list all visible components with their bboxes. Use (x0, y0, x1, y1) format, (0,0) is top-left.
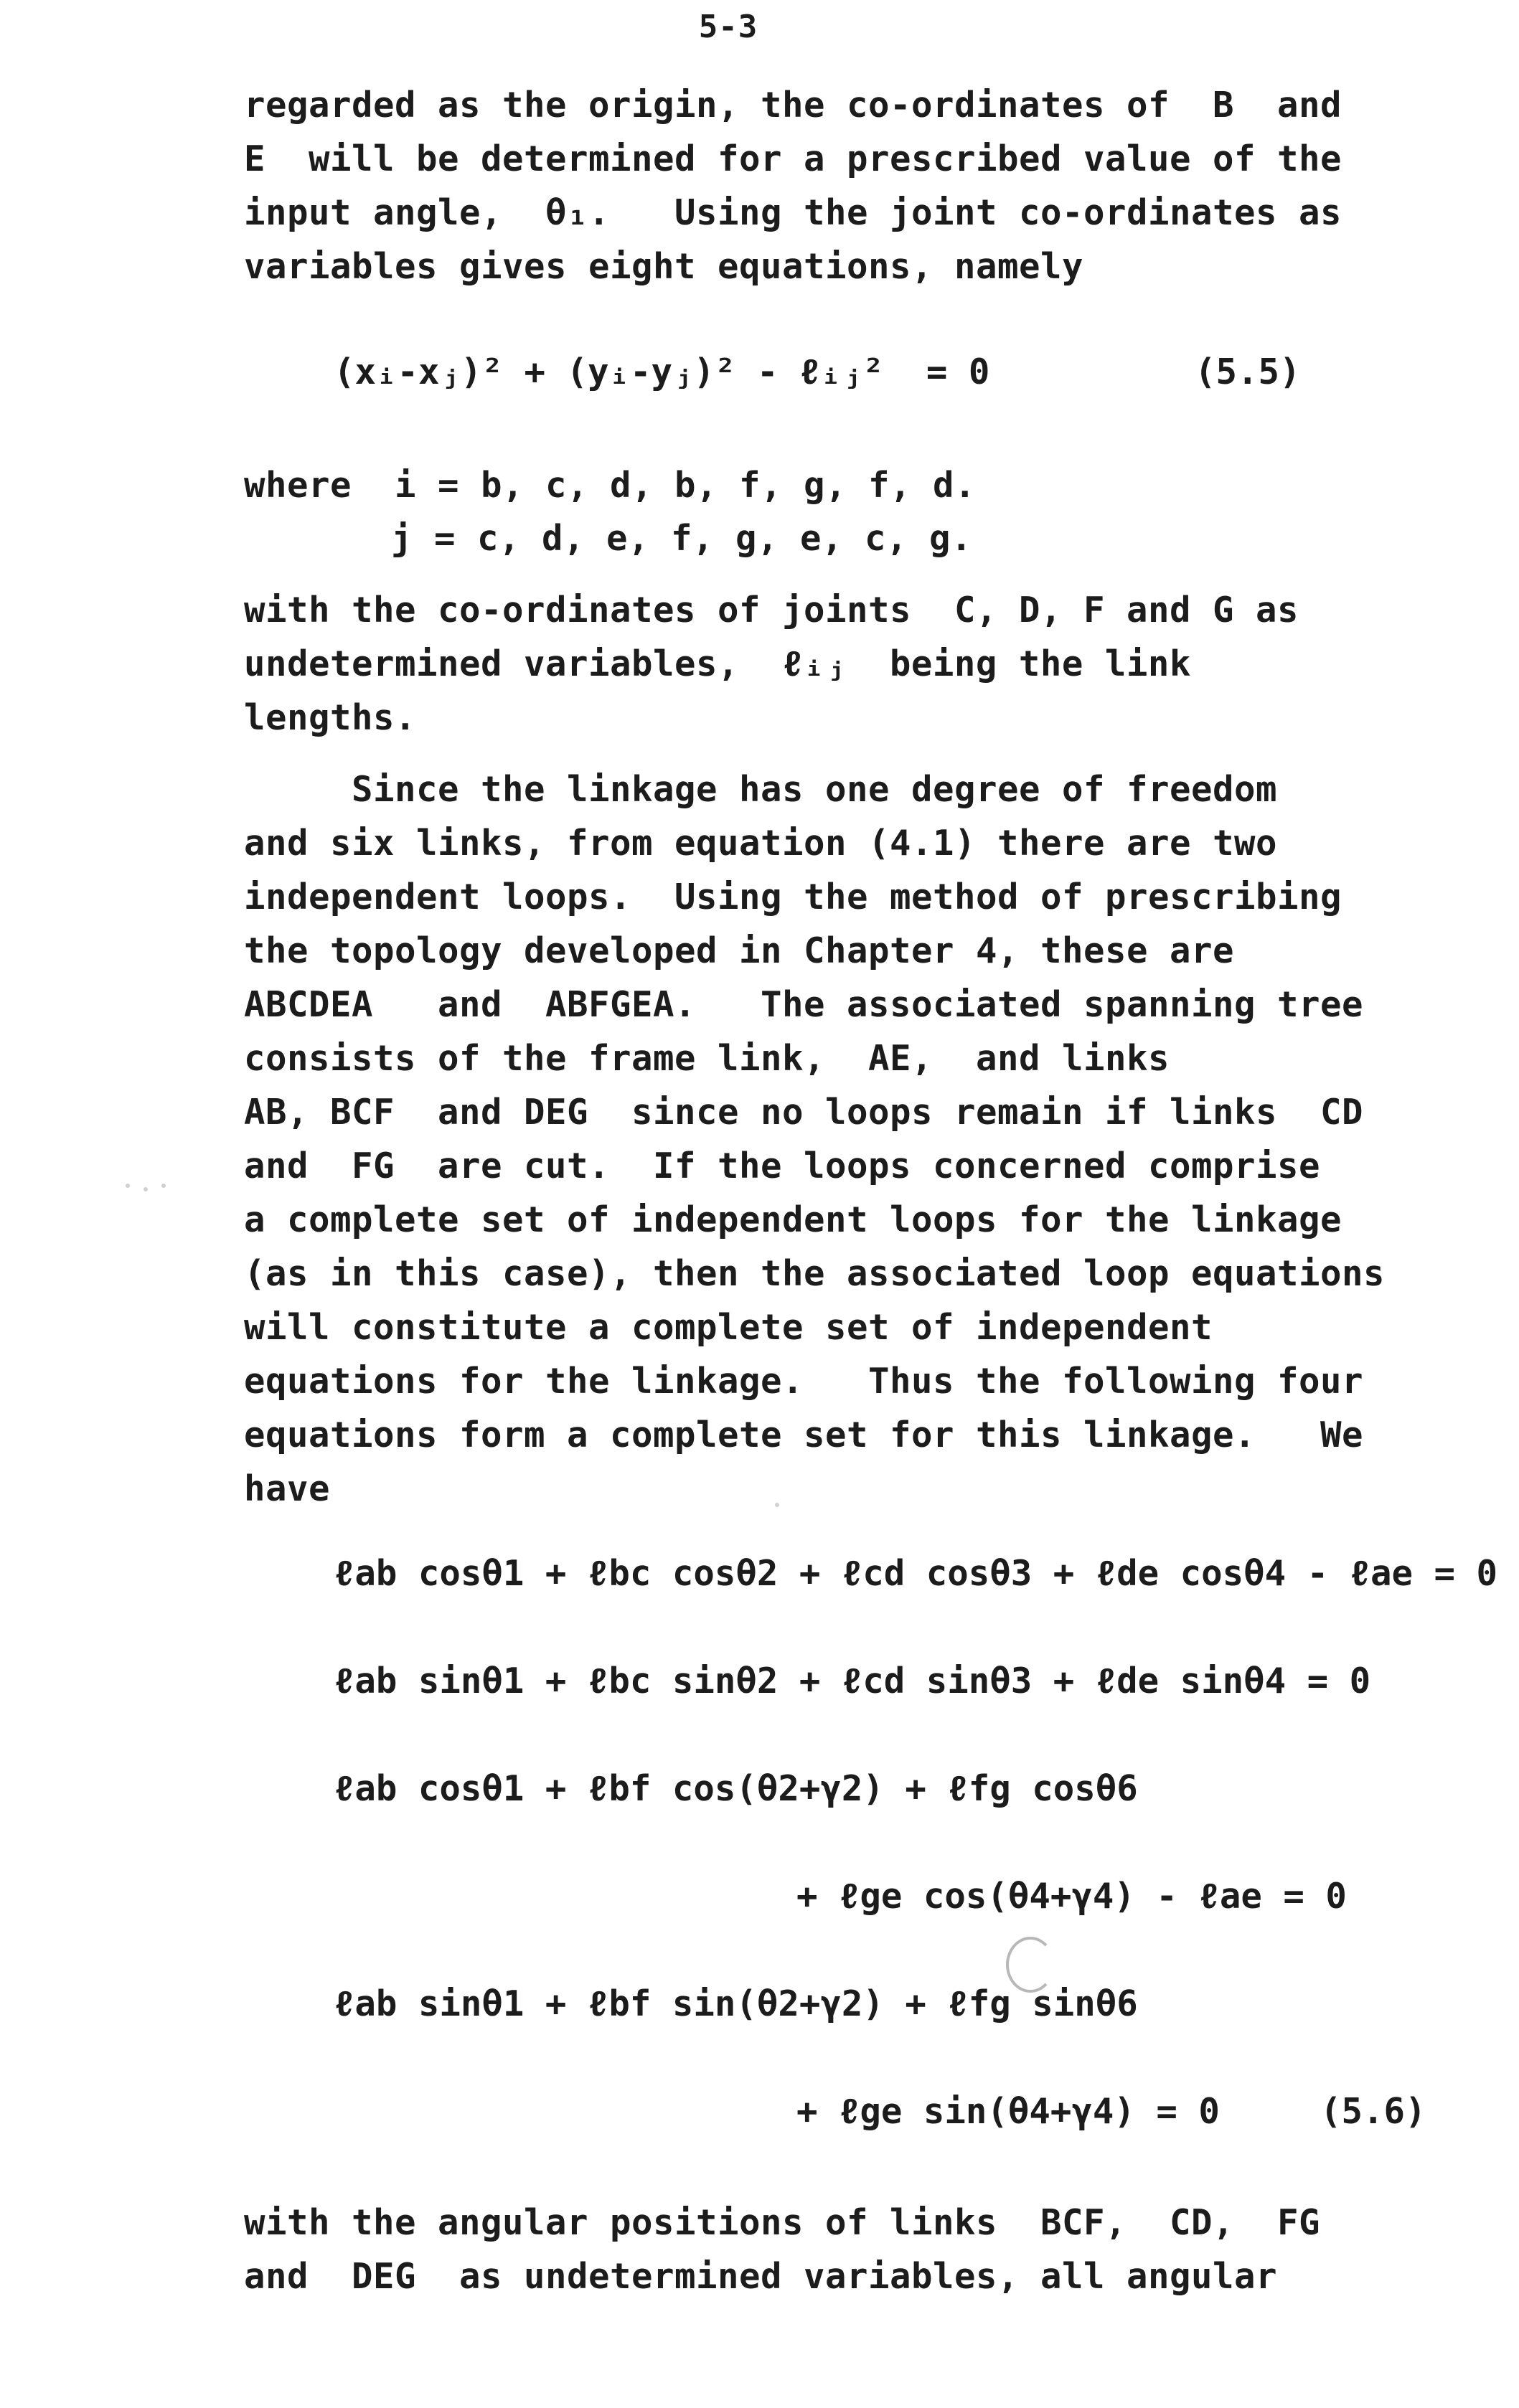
scan-speck (144, 1187, 148, 1191)
equation-5-6-line: ℓab sinθ1 + ℓbc sinθ2 + ℓcd sinθ3 + ℓde sinθ4 = 0 (334, 1661, 1371, 1701)
equation-label: (5.6) (1320, 2091, 1426, 2132)
text-line: and six links, from equation (4.1) there are two (244, 823, 1278, 864)
text-line: ABCDEA and ABFGEA. The associated spanning tree (244, 984, 1364, 1025)
equation-5-6-line: + ℓge cos(θ4+γ4) - ℓae = 0 (796, 1876, 1347, 1917)
text-line: Since the linkage has one degree of freedom (244, 769, 1278, 810)
text-line: undetermined variables, ℓᵢⱼ being the link (244, 643, 1191, 684)
text-line: equations form a complete set for this linkage. We (244, 1415, 1364, 1455)
text-line: (as in this case), then the associated loop equations (244, 1253, 1386, 1294)
text-line: AB, BCF and DEG since no loops remain if links CD (244, 1092, 1364, 1133)
equation-5-6-line: ℓab sinθ1 + ℓbf sin(θ2+γ2) + ℓfg sinθ6 (334, 1983, 1138, 2024)
text-line: and DEG as undetermined variables, all angular (244, 2256, 1278, 2297)
equation-5-6-line: + ℓge sin(θ4+γ4) = 0 (796, 2091, 1220, 2132)
text-line: lengths. (244, 697, 417, 738)
scan-speck (126, 1184, 130, 1188)
scan-speck (161, 1184, 166, 1188)
text-line: regarded as the origin, the co-ordinates of B and (244, 85, 1342, 126)
text-line: with the angular positions of links BCF, CD, FG (244, 2202, 1321, 2243)
where-j-line: j = c, d, e, f, g, e, c, g. (391, 518, 973, 559)
text-line: independent loops. Using the method of prescribing (244, 877, 1342, 917)
text-line: a complete set of independent loops for the linkage (244, 1199, 1342, 1240)
text-line: with the co-ordinates of joints C, D, F and G as (244, 590, 1299, 631)
text-line: equations for the linkage. Thus the following four (244, 1361, 1364, 1402)
text-line: and FG are cut. If the loops concerned comprise (244, 1146, 1321, 1186)
text-line: will constitute a complete set of independent (244, 1307, 1213, 1348)
equation-5-6-line: ℓab cosθ1 + ℓbc cosθ2 + ℓcd cosθ3 + ℓde cosθ4 - ℓae = 0 (334, 1553, 1498, 1594)
page-number: 5-3 (698, 9, 758, 45)
equation-label: (5.5) (1195, 351, 1301, 392)
text-line: the topology developed in Chapter 4, these are (244, 930, 1235, 971)
equation-5-5: (xᵢ-xⱼ)² + (yᵢ-yⱼ)² - ℓᵢⱼ² = 0 (334, 351, 990, 392)
text-line: E will be determined for a prescribed value of the (244, 138, 1342, 179)
where-i-line: where i = b, c, d, b, f, g, f, d. (244, 465, 977, 506)
text-line: have (244, 1468, 331, 1509)
scan-artifact-arc (1006, 1937, 1055, 1993)
text-line: consists of the frame link, AE, and links (244, 1038, 1170, 1079)
text-line: variables gives eight equations, namely (244, 246, 1084, 287)
text-line: input angle, θ₁. Using the joint co-ordinates as (244, 192, 1342, 233)
scan-speck (775, 1503, 779, 1507)
equation-5-6-line: ℓab cosθ1 + ℓbf cos(θ2+γ2) + ℓfg cosθ6 (334, 1768, 1138, 1809)
